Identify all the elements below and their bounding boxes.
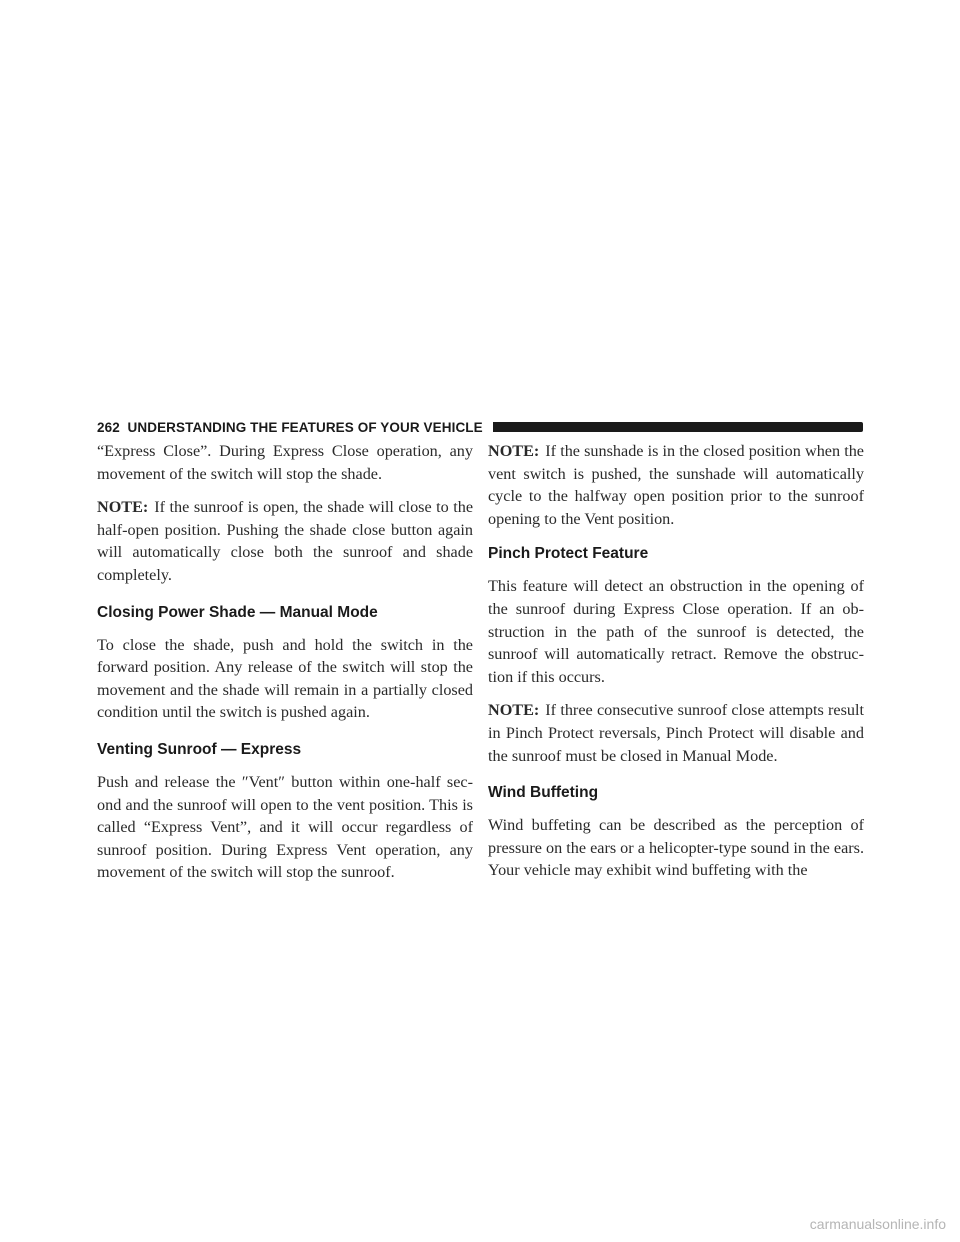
note-label: NOTE: [488,442,540,460]
right-column [488,440,864,893]
watermark: carmanualsonline.info [809,1216,946,1232]
header-rule-bar [493,422,863,432]
paragraph-pinch-protect: This feature will detect an obstruction in the opening of the sunroof during Express Close operation. If an ob-struction in the path of the sunroof is detected, the sunroof will automatically retract. Remove the obstruc-tion if this occurs. [488,577,864,686]
note-sunshade-vent [488,440,864,530]
paragraph-express-close: “Express Close”. During Express Close operation, any movement of the switch will stop the shade. [97,442,473,483]
note-shade-half-open [97,496,473,586]
page-header [97,416,863,438]
note-text: If the sunroof is open, the shade will close to the half-open position. Pushing the shade close button again will automatically close both the sunroof and shade completely. [97,498,473,584]
page-header-text [97,420,483,435]
note-text: If three consecutive sunroof close attempts result in Pinch Protect reversals, Pinch Protect will disable and the sunroof must be closed in Manual Mode. [488,701,864,765]
heading-pinch-protect: Pinch Protect Feature [488,545,649,563]
paragraph-wind-buffeting: Wind buffeting can be described as the perception of pressure on the ears or a helicopter-type sound in the ears. Your vehicle may exhibit wind buffeting with the [488,816,864,880]
section-title: UNDERSTANDING THE FEATURES OF YOUR VEHICLE [127,419,483,435]
note-pinch-protect-reversals [488,699,864,767]
page-number: 262 [97,419,120,435]
heading-closing-power-shade: Closing Power Shade — Manual Mode [97,603,378,621]
left-column [97,440,473,895]
paragraph-express-vent: Push and release the ″Vent″ button within one-half sec-ond and the sunroof will open to the vent position. This is called “Express Vent”, and it will occur regardless of sunroof position. During Express Vent operation, any movement of the switch will stop the sunroof. [97,772,473,882]
note-label: NOTE: [97,498,149,517]
note-text: If the sunshade is in the closed position when the vent switch is pushed, the sunshade will automatically cycle to the halfway open position prior to the sunroof opening to the Vent position. [488,442,864,528]
heading-venting-sunroof: Venting Sunroof — Express [97,740,302,758]
paragraph-close-shade: To close the shade, push and hold the switch in the forward position. Any release of the switch will stop the movement and the shade will remain in a partially closed condition until the switch is pushed again. [97,635,473,722]
note-label: NOTE: [488,701,540,720]
heading-wind-buffeting: Wind Buffeting [488,784,599,802]
